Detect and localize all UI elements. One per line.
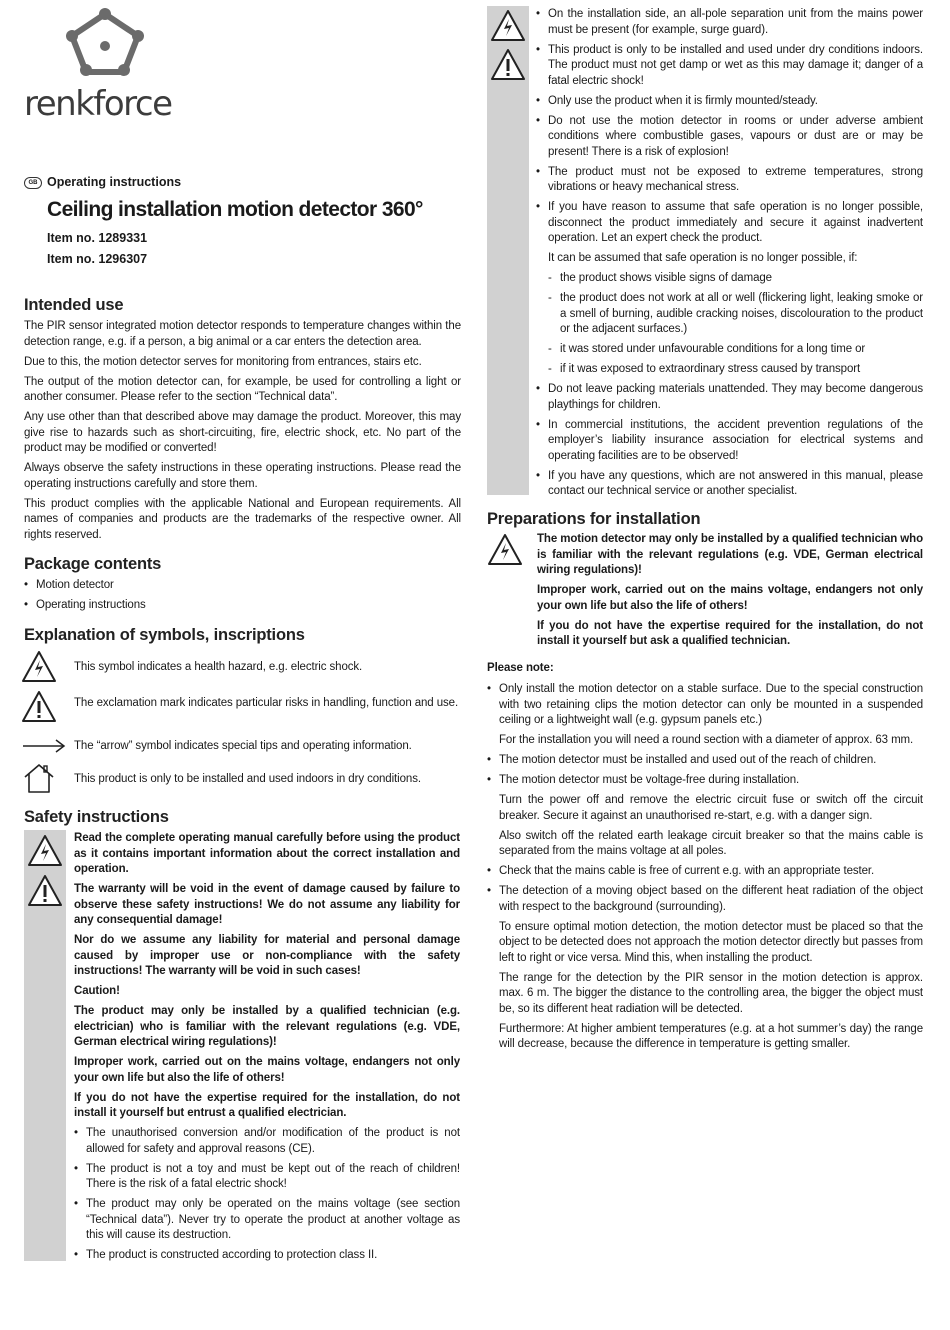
safety-cont-list-2 <box>536 382 923 500</box>
page-title: Ceiling installation motion detector 360° <box>47 198 423 221</box>
paragraph: The motion detector may only be installed by a qualified technician who is familiar with the relevant regulations (e.g. VDE, German electrical wiring regulations)! <box>537 533 923 576</box>
list-item <box>487 773 923 860</box>
paragraph: If you do not have the expertise required for the installation, do not install it yourself but entrust a qualified electrician. <box>74 1091 460 1119</box>
electric-hazard-icon <box>490 9 526 43</box>
arrow-right-icon <box>22 738 66 754</box>
package-heading: Package contents <box>24 555 162 573</box>
symbol-desc-arrow: The “arrow” symbol indicates special tips and operating information. <box>74 740 412 752</box>
preparations-list <box>487 682 923 1057</box>
paragraph: • The detection of a moving object based on the different heat radiation of the object with respect to the background (surrounding). <box>499 885 923 913</box>
preparations-warning <box>537 532 923 654</box>
paragraph: Due to this, the motion detector serves for monitoring from entrances, stairs etc. <box>24 355 422 368</box>
paragraph: Read the complete operating manual carefully before using the product as it contains important information about the correct installation and operation. <box>74 832 460 875</box>
item-number-2: Item no. 1296307 <box>47 252 148 266</box>
exclamation-warning-icon <box>27 874 63 908</box>
preparations-heading: Preparations for installation <box>487 510 701 528</box>
list-item: • If you have any questions, which are not answered in this manual, please contact our technical service or another specialist. <box>536 469 923 500</box>
paragraph: The output of the motion detector can, for example, be used for controlling a light or another consumer. Please refer to the section “Technical data”. <box>24 375 461 403</box>
paragraph: Improper work, carried out on the mains voltage, endangers not only your own life but also the life of others! <box>537 584 923 612</box>
list-item <box>487 682 923 749</box>
exclamation-warning-icon <box>21 690 57 724</box>
intended-use-text <box>24 319 461 548</box>
list-item: • Motion detector <box>24 578 461 594</box>
paragraph: Always observe the safety instructions in these operating instructions. Please read the operating instructions carefully and store them. <box>24 462 461 490</box>
house-indoor-icon <box>22 762 56 794</box>
list-item: • In commercial institutions, the accident prevention regulations of the employer’s liability insurance association for electrical systems and operating facilities are to be observed! <box>536 418 923 465</box>
intended-use-heading: Intended use <box>24 296 124 314</box>
list-item <box>487 884 923 1053</box>
list-item: • The product may only be operated on the mains voltage (see section “Technical data”). Never try to operate the product at another voltage as this will cause its destruction. <box>74 1197 460 1244</box>
safety-list <box>74 1126 460 1264</box>
paragraph: Turn the power off and remove the electric circuit fuse or switch off the circuit breaker. Secure it against an unauthorised re-start, e.g. with a danger sign. <box>499 794 923 822</box>
symbol-desc-house: This product is only to be installed and used indoors in dry conditions. <box>74 773 421 785</box>
list-item: • The unauthorised conversion and/or modification of the product is not allowed for safety and approval reasons (CE). <box>74 1126 460 1157</box>
symbols-heading: Explanation of symbols, inscriptions <box>24 626 305 644</box>
paragraph: Also switch off the related earth leakage circuit breaker so that the mains cable is separated from the mains voltage at all poles. <box>499 829 923 857</box>
list-item: • Do not use the motion detector in rooms or under adverse ambient conditions where combustible gases, vapours or dust are or may be present! There is a risk of explosion! <box>536 114 923 161</box>
please-note: Please note: <box>487 662 554 674</box>
list-item: - the product shows visible signs of damage <box>548 271 923 287</box>
list-item: • On the installation side, an all-pole separation unit from the mains power must be present (for example, surge guard). <box>536 7 923 38</box>
list-item: • The product is not a toy and must be kept out of the reach of children! There is the risk of a fatal electric shock! <box>74 1162 460 1193</box>
list-item: • Only use the product when it is firmly mounted/steady. <box>536 94 923 110</box>
list-item: • If you have reason to assume that safe operation is no longer possible, disconnect the product immediately and secure it against inadvertent operation. Let an expert check the product. <box>536 200 923 247</box>
electric-hazard-icon <box>487 533 523 567</box>
condition-list <box>536 271 923 378</box>
exclamation-warning-icon <box>490 48 526 82</box>
paragraph: • Only install the motion detector on a stable surface. Due to the special construction with two retaining clips the motion detector can only be mounted in a suspended ceiling or a lightweight wall (e.g. gypsum panels etc.) <box>499 683 923 726</box>
paragraph: It can be assumed that safe operation is no longer possible, if: <box>548 252 858 264</box>
electric-hazard-icon <box>21 650 57 684</box>
paragraph: For the installation you will need a round section with a diameter of approx. 63 mm. <box>499 734 914 746</box>
paragraph: The warranty will be void in the event of damage caused by failure to observe these safety instructions! We do not assume any liability for any consequential damage! <box>74 883 460 926</box>
package-list <box>24 578 461 618</box>
item-number-1: Item no. 1289331 <box>47 231 148 245</box>
paragraph: Any use other than that described above may damage the product. Moreover, this may give rise to hazards such as short-circuiting, fire, electric shock, etc. No part of the product may be modified or converted! <box>24 411 461 454</box>
brand-name: renkforce <box>24 84 172 124</box>
language-badge: GB <box>24 177 42 189</box>
list-item: • The motion detector must be installed and used out of the reach of children. <box>487 753 923 769</box>
paragraph: If you do not have the expertise required for the installation, do not install it yourself but ask a qualified technician. <box>537 619 923 647</box>
paragraph: Caution! <box>74 985 120 997</box>
paragraph: The product may only be installed by a qualified technician (e.g. electrician) who is familiar with the relevant regulations (e.g. VDE, German electrical wiring regulations)! <box>74 1005 460 1048</box>
paragraph: To ensure optimal motion detection, the motion detector must be placed so that the object to be detected does not approach the motion detector directly but passes from left to right or vice versa. Mind this, when installing the product. <box>499 920 923 964</box>
paragraph: The range for the detection by the PIR sensor in the motion detection is approx. max. 6 m. The bigger the distance to the controlling area, the bigger the object must be, so its different heat radiation will be detected. <box>499 971 923 1015</box>
doc-type: Operating instructions <box>47 175 182 189</box>
safety-cont-text <box>536 7 923 504</box>
list-item: • The product must not be exposed to extreme temperatures, strong vibrations or heavy mechanical stress. <box>536 165 923 196</box>
safety-heading: Safety instructions <box>24 808 169 826</box>
list-item: • Do not leave packing materials unattended. They may become dangerous playthings for children. <box>536 382 923 413</box>
symbol-desc-hazard: This symbol indicates a health hazard, e.g. electric shock. <box>74 661 363 673</box>
symbol-desc-exclamation: The exclamation mark indicates particular risks in handling, function and use. <box>74 697 459 709</box>
paragraph: This product complies with the applicable National and European requirements. All names of companies and products are the trademarks of the respective owner. All rights reserved. <box>24 497 461 541</box>
list-item: - it was stored under unfavourable conditions for a long time or <box>548 342 923 358</box>
brand-logo-icon <box>66 8 144 76</box>
list-item: • Check that the mains cable is free of current e.g. with an appropriate tester. <box>487 864 923 880</box>
list-item: • Operating instructions <box>24 598 461 614</box>
paragraph: Furthermore: At higher ambient temperatures (e.g. at a hot summer’s day) the range will decrease, because the difference in temperature is getting smaller. <box>499 1022 923 1050</box>
list-item: - the product does not work at all or well (flickering light, leaking smoke or a smell of burning, audible cracking noises, discolouration to the product or the adjacent surfaces.) <box>548 291 923 338</box>
paragraph: Improper work, carried out on the mains voltage, endangers not only your own life but also the life of others! <box>74 1056 460 1084</box>
paragraph: • The motion detector must be voltage-free during installation. <box>499 774 800 786</box>
paragraph: Nor do we assume any liability for material and personal damage caused by improper use or non-compliance with the safety instructions! The warranty will be void in such cases! <box>74 934 460 977</box>
list-item: - if it was exposed to extraordinary stress caused by transport <box>548 362 923 378</box>
list-item: • This product is only to be installed and used under dry conditions indoors. The product must not get damp or wet as this may damage it; danger of a fatal electric shock! <box>536 43 923 90</box>
safety-text <box>74 831 460 1268</box>
safety-cont-list <box>536 7 923 247</box>
list-item: • The product is constructed according to protection class II. <box>74 1248 460 1264</box>
electric-hazard-icon <box>27 834 63 868</box>
paragraph: The PIR sensor integrated motion detector responds to temperature changes within the detection range, e.g. if a person, a big animal or a car enters the detection area. <box>24 320 461 348</box>
